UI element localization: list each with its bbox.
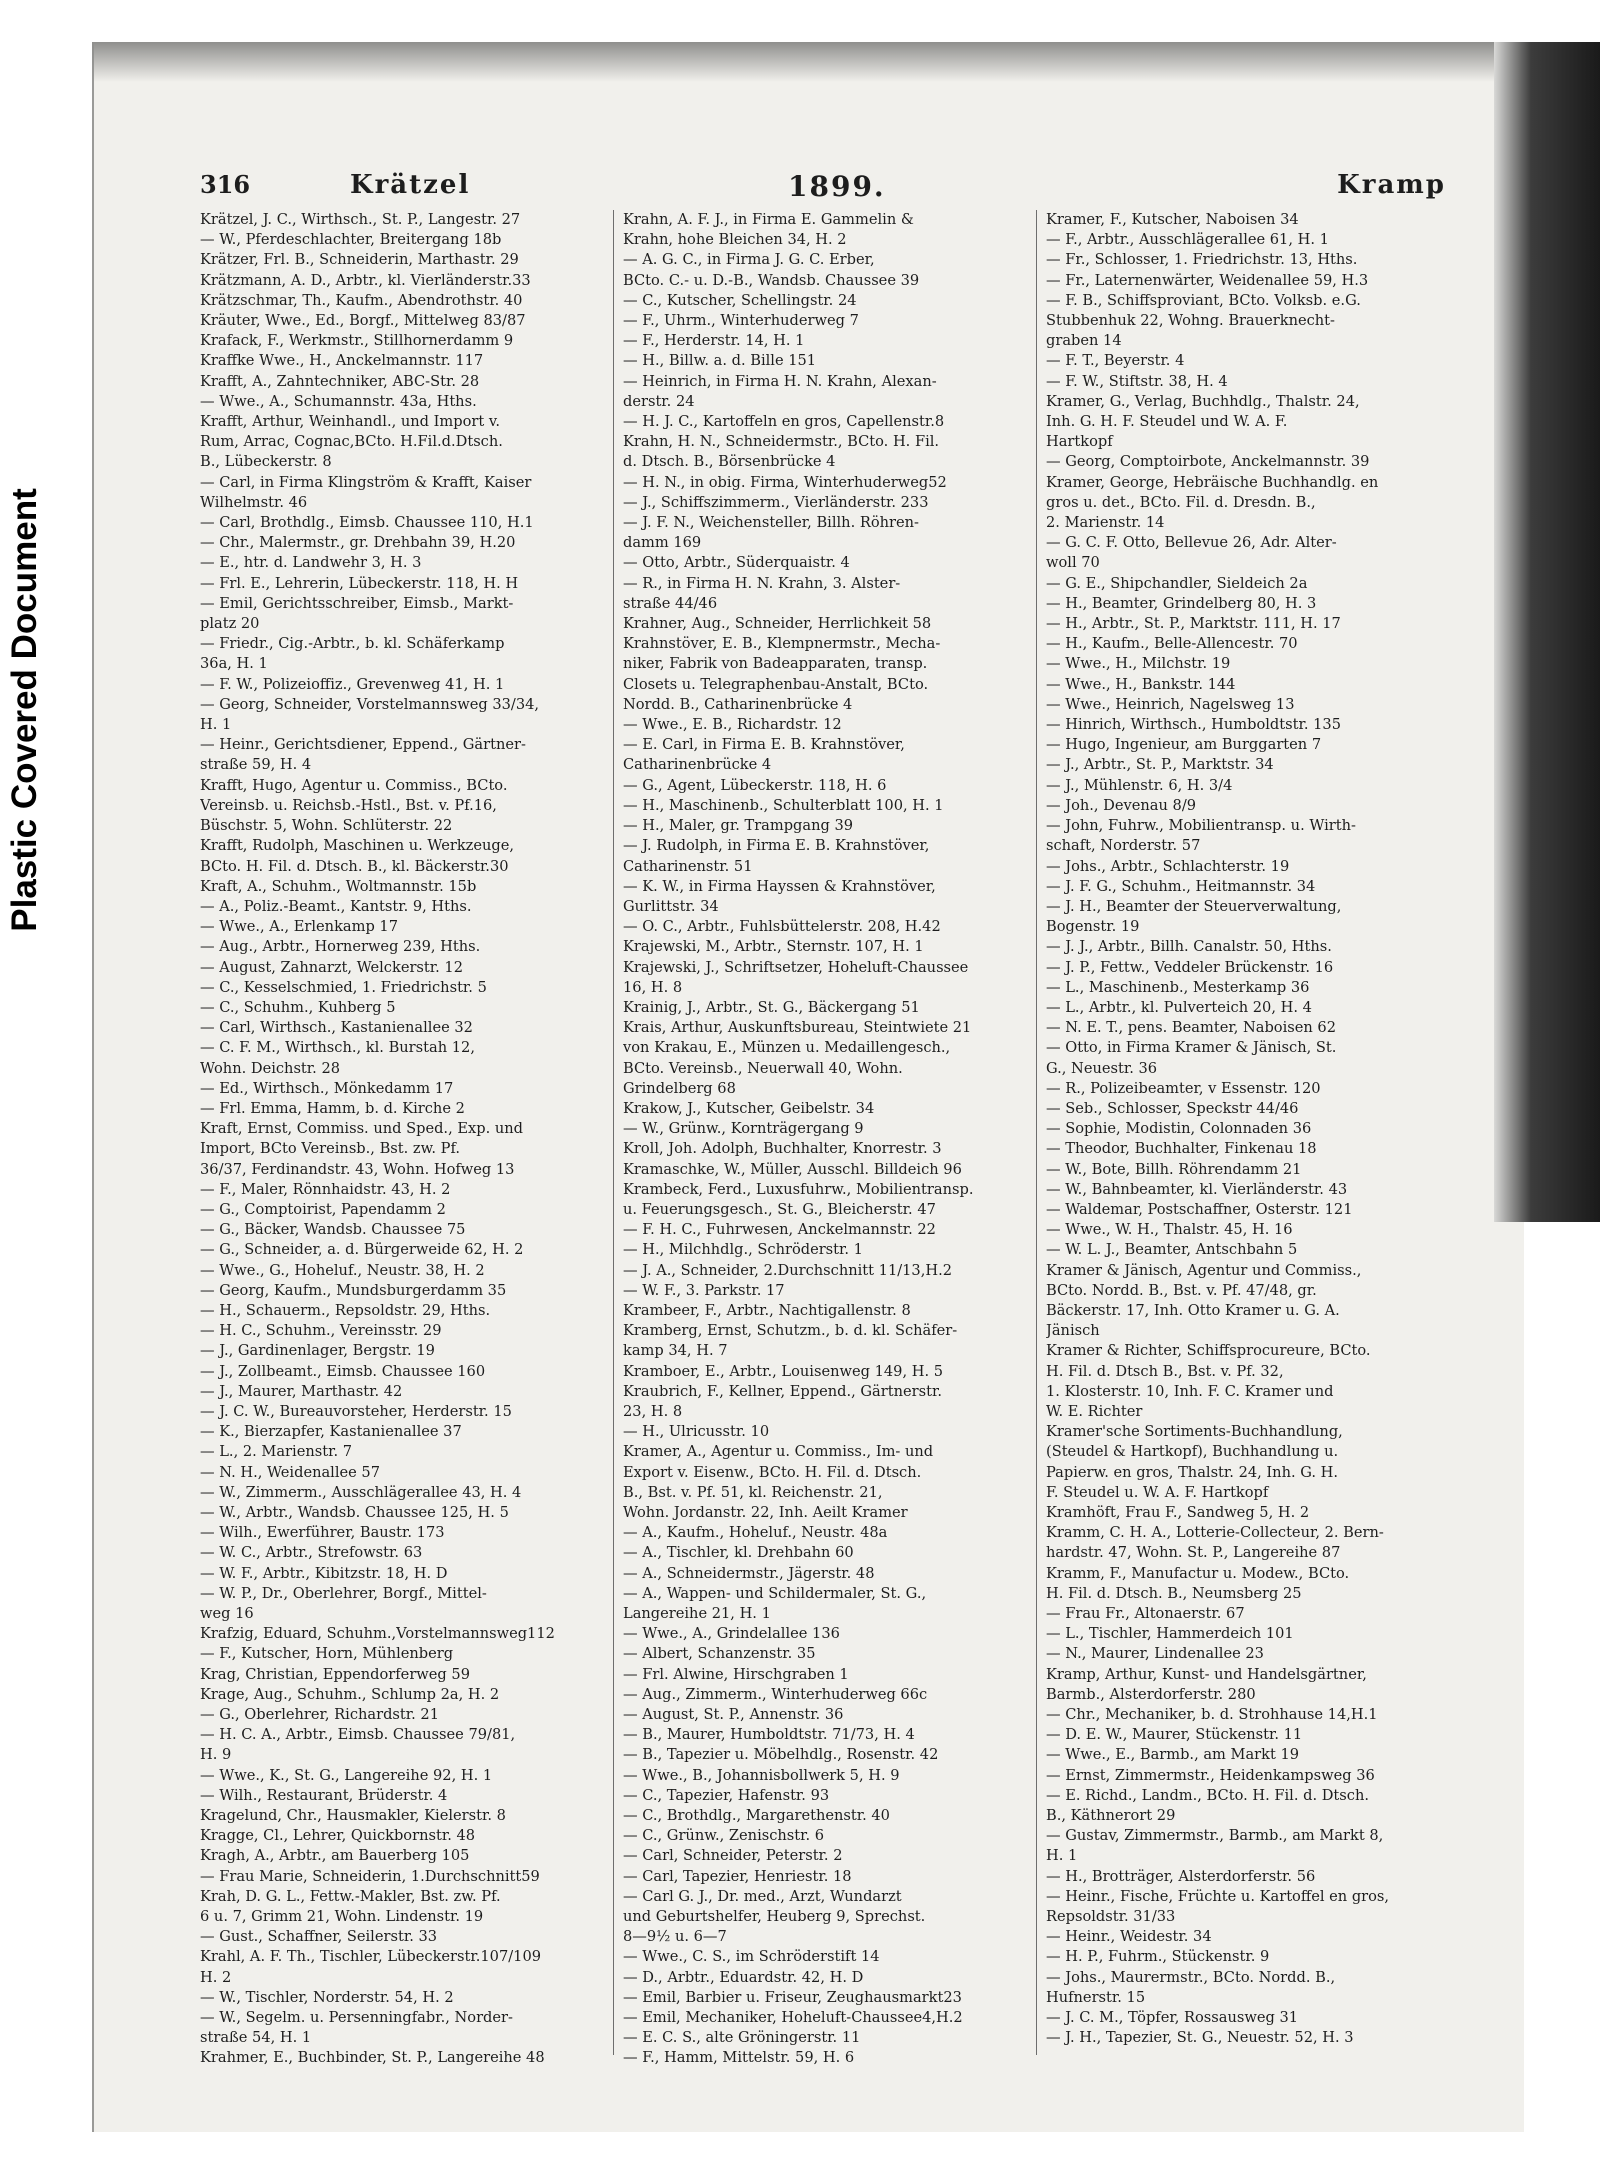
directory-line: Catharinenstr. 51 [623,857,753,875]
directory-line: Krahn, hohe Bleichen 34, H. 2 [623,231,847,249]
directory-line: Kraft, Ernst, Commiss. und Sped., Exp. und [200,1120,523,1138]
directory-line: — W., Bahnbeamter, kl. Vierländerstr. 43 [1046,1180,1348,1198]
directory-line: — Joh., Devenau 8/9 [1046,796,1197,814]
directory-line: — J. Rudolph, in Firma E. B. Krahnstöver, [623,837,930,855]
directory-line: — Hinrich, Wirthsch., Humboldtstr. 135 [1046,716,1341,734]
column-divider [1036,210,1037,2055]
directory-line: — F., Hamm, Mittelstr. 59, H. 6 [623,2049,855,2067]
directory-line: 2. Marienstr. 14 [1046,514,1165,532]
directory-line: B., Lübeckerstr. 8 [200,453,332,471]
directory-line: — J. H., Beamter der Steuerverwaltung, [1046,897,1342,915]
directory-line: — Aug., Zimmerm., Winterhuderweg 66c [623,1685,928,1703]
directory-line: Krais, Arthur, Auskunftsbureau, Steintwiete 21 [623,1019,972,1037]
directory-line: — Heinrich, in Firma H. N. Krahn, Alexan- [623,372,937,390]
directory-line: — Wwe., B., Johannisbollwerk 5, H. 9 [623,1766,900,1784]
directory-line: — J. H., Tapezier, St. G., Neuestr. 52, H. 3 [1046,2029,1354,2047]
directory-line: — A., Wappen- und Schildermaler, St. G., [623,1584,927,1602]
directory-line: — Otto, Arbtr., Süderquaistr. 4 [623,554,850,572]
directory-line: Hufnerstr. 15 [1046,1988,1146,2006]
directory-line: Papierw. en gros, Thalstr. 24, Inh. G. H. [1046,1463,1339,1481]
year-heading: 1899. [788,170,886,203]
directory-line: Kroll, Joh. Adolph, Buchhalter, Knorrestr. 3 [623,1140,942,1158]
directory-line: — W., Tischler, Norderstr. 54, H. 2 [200,1988,454,2006]
directory-line: — H., Kaufm., Belle-Allencestr. 70 [1046,635,1298,653]
directory-line: Inh. G. H. F. Steudel und W. A. F. [1046,413,1288,431]
directory-line: — J. C. W., Bureauvorsteher, Herderstr. 15 [200,1402,512,1420]
directory-line: — Wilh., Restaurant, Brüderstr. 4 [200,1786,448,1804]
directory-line: Krahn, A. F. J., in Firma E. Gammelin & [623,211,914,228]
directory-line: straße 59, H. 4 [200,756,312,774]
directory-line: — N. E. T., pens. Beamter, Naboisen 62 [1046,1019,1336,1037]
directory-line: — Wwe., A., Schumannstr. 43a, Hths. [200,392,477,410]
directory-line: Krahl, A. F. Th., Tischler, Lübeckerstr.107/109 [200,1948,542,1966]
directory-line: H. 2 [200,1968,232,1986]
directory-line: — Heinr., Fische, Früchte u. Kartoffel en gros, [1046,1887,1390,1905]
directory-line: G., Neuestr. 36 [1046,1059,1158,1077]
directory-line: Kramberg, Ernst, Schutzm., b. d. kl. Schäfer- [623,1322,958,1340]
directory-line: von Krakau, E., Münzen u. Medaillengesch., [623,1039,951,1057]
cover-label-strip [0,0,48,2177]
directory-line: — Frl. E., Lehrerin, Lübeckerstr. 118, H. H [200,574,519,592]
directory-line: Repsoldstr. 31/33 [1046,1908,1176,1926]
directory-line: Vereinsb. u. Reichsb.-Hstl., Bst. v. Pf.16, [200,796,497,814]
directory-line: — W. C., Arbtr., Strefowstr. 63 [200,1544,423,1562]
column-1 [200,210,604,2069]
directory-line: Gurlittstr. 34 [623,897,719,915]
directory-line: B., Bst. v. Pf. 51, kl. Reichenstr. 21, [623,1483,883,1501]
directory-line: H. Fil. d. Dtsch B., Bst. v. Pf. 32, [1046,1362,1284,1380]
directory-line: Kräuter, Wwe., Ed., Borgf., Mittelweg 83/87 [200,312,526,330]
directory-line: — A., Tischler, kl. Drehbahn 60 [623,1544,854,1562]
directory-line: — Aug., Arbtr., Hornerweg 239, Hths. [200,938,481,956]
directory-line: woll 70 [1046,554,1100,572]
directory-line: — L., Tischler, Hammerdeich 101 [1046,1625,1294,1643]
directory-line: weg 16 [200,1605,254,1623]
cover-label: Plastic Covered Document [5,488,44,932]
directory-line: Kragelund, Chr., Hausmakler, Kielerstr. 8 [200,1807,506,1825]
directory-line: — Wwe., K., St. G., Langereihe 92, H. 1 [200,1766,493,1784]
directory-line: graben 14 [1046,332,1122,350]
directory-line: — Seb., Schlosser, Speckstr 44/46 [1046,1099,1299,1117]
directory-line: Wilhelmstr. 46 [200,493,308,511]
directory-line: — G., Comptoirist, Papendamm 2 [200,1200,446,1218]
left-keyword: Krätzel [350,170,471,200]
directory-line: Krahn, H. N., Schneidermstr., BCto. H. Fil. [623,433,940,451]
directory-line: — W., Bote, Billh. Röhrendamm 21 [1046,1160,1302,1178]
directory-line: damm 169 [623,534,702,552]
directory-line: — Heinr., Weidestr. 34 [1046,1928,1212,1946]
directory-line: Kramm, F., Manufactur u. Modew., BCto. [1046,1564,1350,1582]
scan-shadow [92,42,1600,82]
directory-line: — Chr., Mechaniker, b. d. Strohhause 14,H.1 [1046,1706,1378,1724]
directory-page [200,170,1450,2067]
directory-line: — W., Zimmerm., Ausschlägerallee 43, H. 4 [200,1483,522,1501]
directory-line: — W., Arbtr., Wandsb. Chaussee 125, H. 5 [200,1504,509,1521]
directory-line: — Waldemar, Postschaffner, Osterstr. 121 [1046,1200,1353,1218]
column-3 [1046,210,1450,2048]
directory-line: — Carl, in Firma Klingström & Krafft, Kaiser [200,473,532,491]
directory-line: — Frau Marie, Schneiderin, 1.Durchschnitt59 [200,1867,540,1885]
directory-line: — Wwe., W. H., Thalstr. 45, H. 16 [1046,1221,1293,1239]
directory-line: — Wwe., A., Grindelallee 136 [623,1625,840,1643]
directory-line: — H. C., Schuhm., Vereinsstr. 29 [200,1322,442,1340]
column-divider [613,210,614,2055]
directory-line: — J. F. N., Weichensteller, Billh. Röhren- [623,514,919,532]
directory-line: Wohn. Deichstr. 28 [200,1059,341,1077]
directory-line: — Georg, Schneider, Vorstelmannsweg 33/34, [200,695,540,713]
directory-line: — Wwe., H., Milchstr. 19 [1046,655,1231,673]
directory-line: Kramhöft, Frau F., Sandweg 5, H. 2 [1046,1504,1310,1521]
directory-line: BCto. H. Fil. d. Dtsch. B., kl. Bäckerstr.30 [200,857,509,875]
directory-line: — G., Agent, Lübeckerstr. 118, H. 6 [623,776,887,794]
directory-line: — K. W., in Firma Hayssen & Krahnstöver, [623,877,936,895]
directory-line: Kramer & Richter, Schiffsprocureure, BCto. [1046,1342,1371,1360]
directory-line: — H., Maschinenb., Schulterblatt 100, H. 1 [623,796,944,814]
directory-line: Krafack, F., Werkmstr., Stillhornerdamm 9 [200,332,514,350]
directory-line: Rum, Arrac, Cognac,BCto. H.Fil.d.Dtsch. [200,433,503,451]
directory-line: — G., Schneider, a. d. Bürgerweide 62, H. 2 [200,1241,524,1259]
directory-line: H. 1 [200,716,232,734]
directory-line: — Wwe., A., Erlenkamp 17 [200,918,398,936]
directory-line: Krätzschmar, Th., Kaufm., Abendrothstr. 40 [200,291,523,309]
directory-line: Krajewski, J., Schriftsetzer, Hoheluft-Chaussee [623,958,969,976]
directory-line: — C., Schuhm., Kuhberg 5 [200,998,396,1016]
directory-line: — Albert, Schanzenstr. 35 [623,1645,816,1663]
directory-line: — O. C., Arbtr., Fuhlsbüttelerstr. 208, H.42 [623,918,941,936]
directory-line: (Steudel & Hartkopf), Buchhandlung u. [1046,1443,1339,1461]
directory-line: Export v. Eisenw., BCto. H. Fil. d. Dtsch. [623,1463,922,1481]
directory-line: — H. P., Fuhrm., Stückenstr. 9 [1046,1948,1270,1966]
directory-line: straße 54, H. 1 [200,2029,312,2047]
directory-line: 36/37, Ferdinandstr. 43, Wohn. Hofweg 13 [200,1160,515,1178]
directory-line: Stubbenhuk 22, Wohng. Brauerknecht- [1046,312,1335,330]
directory-line: — E. Carl, in Firma E. B. Krahnstöver, [623,736,905,754]
directory-line: Krafzig, Eduard, Schuhm.,Vorstelmannsweg112 [200,1625,555,1643]
directory-line: d. Dtsch. B., Börsenbrücke 4 [623,453,836,471]
directory-line: — C., Tapezier, Hafenstr. 93 [623,1786,830,1804]
directory-line: Krahnstöver, E. B., Klempnermstr., Mecha- [623,635,941,653]
directory-line: hardstr. 47, Wohn. St. P., Langereihe 87 [1046,1544,1341,1562]
directory-line: Kramboer, E., Arbtr., Louisenweg 149, H. 5 [623,1362,944,1380]
directory-line: und Geburtshelfer, Heuberg 9, Sprechst. [623,1908,926,1926]
directory-line: — W. P., Dr., Oberlehrer, Borgf., Mittel- [200,1584,487,1602]
directory-line: niker, Fabrik von Badeapparaten, transp. [623,655,928,673]
directory-line: u. Feuerungsgesch., St. G., Bleicherstr. 47 [623,1200,936,1218]
directory-line: H. 9 [200,1746,232,1764]
directory-line: — E. C. S., alte Gröningerstr. 11 [623,2029,861,2047]
directory-line: Krätzer, Frl. B., Schneiderin, Marthastr. 29 [200,251,519,269]
directory-line: — A. G. C., in Firma J. G. C. Erber, [623,251,875,269]
directory-line: Krag, Christian, Eppendorferweg 59 [200,1665,470,1683]
directory-line: Kramer & Jänisch, Agentur und Commiss., [1046,1261,1362,1279]
directory-line: H. Fil. d. Dtsch. B., Neumsberg 25 [1046,1584,1302,1602]
directory-line: — F., Herderstr. 14, H. 1 [623,332,805,350]
directory-line: BCto. C.- u. D.-B., Wandsb. Chaussee 39 [623,271,920,289]
directory-line: Kramp, Arthur, Kunst- und Handelsgärtner, [1046,1665,1367,1683]
directory-line: Krage, Aug., Schuhm., Schlump 2a, H. 2 [200,1685,500,1703]
directory-line: Krätzmann, A. D., Arbtr., kl. Vierländerstr.33 [200,271,531,289]
directory-line: Krafft, Rudolph, Maschinen u. Werkzeuge, [200,837,515,855]
directory-line: gros u. det., BCto. Fil. d. Dresdn. B., [1046,493,1316,511]
directory-line: — Wwe., H., Bankstr. 144 [1046,675,1236,693]
directory-line: — Wwe., Heinrich, Nagelsweg 13 [1046,695,1295,713]
directory-line: Kramer, F., Kutscher, Naboisen 34 [1046,211,1299,228]
directory-line: Kramer'sche Sortiments-Buchhandlung, [1046,1423,1343,1441]
directory-line: Krafft, Arthur, Weinhandl., und Import v. [200,413,500,431]
directory-line: Nordd. B., Catharinenbrücke 4 [623,695,853,713]
directory-line: Barmb., Alsterdorferstr. 280 [1046,1685,1256,1703]
directory-line: — W. F., Arbtr., Kibitzstr. 18, H. D [200,1564,448,1582]
directory-line: — Emil, Barbier u. Friseur, Zeughausmarkt23 [623,1988,962,2006]
directory-line: Jänisch [1046,1322,1100,1340]
directory-line: derstr. 24 [623,392,695,410]
directory-line: Krakow, J., Kutscher, Geibelstr. 34 [623,1099,875,1117]
directory-line: — F., Kutscher, Horn, Mühlenberg [200,1645,454,1663]
column-2 [623,210,1027,2069]
directory-line: — Carl, Schneider, Peterstr. 2 [623,1847,843,1865]
directory-line: — Fr., Schlosser, 1. Friedrichstr. 13, Hths. [1046,251,1358,269]
directory-line: — E., htr. d. Landwehr 3, H. 3 [200,554,422,572]
directory-line: — C., Grünw., Zenischstr. 6 [623,1827,825,1845]
directory-line: — N. H., Weidenallee 57 [200,1463,380,1481]
directory-line: — Emil, Mechaniker, Hoheluft-Chaussee4,H.2 [623,2009,963,2027]
directory-line: — W., Pferdeschlachter, Breitergang 18b [200,231,502,249]
directory-line: — Carl, Wirthsch., Kastanienallee 32 [200,1019,473,1037]
directory-line: — Chr., Malermstr., gr. Drehbahn 39, H.20 [200,534,516,552]
directory-line: — H., Arbtr., St. P., Marktstr. 111, H. 17 [1046,615,1341,633]
directory-line: — W., Segelm. u. Persenningfabr., Norder- [200,2009,513,2027]
directory-line: — N., Maurer, Lindenallee 23 [1046,1645,1264,1663]
directory-line: — Otto, in Firma Kramer & Jänisch, St. [1046,1039,1337,1057]
directory-line: — H., Beamter, Grindelberg 80, H. 3 [1046,594,1317,612]
directory-line: — G., Oberlehrer, Richardstr. 21 [200,1706,439,1724]
directory-line: — W. F., 3. Parkstr. 17 [623,1281,785,1299]
directory-line: Büschstr. 5, Wohn. Schlüterstr. 22 [200,817,453,835]
directory-line: — L., 2. Marienstr. 7 [200,1443,353,1461]
directory-line: — F. W., Polizeioffiz., Grevenweg 41, H. 1 [200,675,505,693]
directory-line: Grindelberg 68 [623,1079,736,1097]
directory-line: — H. C. A., Arbtr., Eimsb. Chaussee 79/81, [200,1726,516,1744]
directory-line: — K., Bierzapfer, Kastanienallee 37 [200,1423,462,1441]
directory-line: — H., Brotträger, Alsterdorferstr. 56 [1046,1867,1316,1885]
directory-line: — H., Billw. a. d. Bille 151 [623,352,817,370]
directory-line: 36a, H. 1 [200,655,268,673]
directory-line: — Georg, Kaufm., Mundsburgerdamm 35 [200,1281,507,1299]
directory-line: Krafft, A., Zahntechniker, ABC-Str. 28 [200,372,480,390]
directory-line: 1. Klosterstr. 10, Inh. F. C. Kramer und [1046,1382,1334,1400]
directory-line: — Frl. Alwine, Hirschgraben 1 [623,1665,849,1683]
directory-line: 23, H. 8 [623,1402,683,1420]
directory-line: — Wwe., E., Barmb., am Markt 19 [1046,1746,1300,1764]
directory-line: — H., Schauerm., Repsoldstr. 29, Hths. [200,1301,491,1319]
directory-line: Krajewski, M., Arbtr., Sternstr. 107, H. 1 [623,938,924,956]
right-keyword: Kramp [1337,170,1446,200]
directory-line: — W. L. J., Beamter, Antschbahn 5 [1046,1241,1298,1259]
directory-line: kamp 34, H. 7 [623,1342,728,1360]
directory-line: — Johs., Arbtr., Schlachterstr. 19 [1046,857,1290,875]
directory-line: — E. Richd., Landm., BCto. H. Fil. d. Dtsch. [1046,1786,1370,1804]
directory-line: H. 1 [1046,1847,1078,1865]
directory-line: — C., Kesselschmied, 1. Friedrichstr. 5 [200,978,487,996]
directory-line: — F., Maler, Rönnhaidstr. 43, H. 2 [200,1180,451,1198]
directory-line: schaft, Norderstr. 57 [1046,837,1201,855]
directory-line: — Wwe., G., Hoheluf., Neustr. 38, H. 2 [200,1261,485,1279]
directory-line: Langereihe 21, H. 1 [623,1605,771,1623]
directory-line: — H. N., in obig. Firma, Winterhuderweg52 [623,473,947,491]
directory-line: — H., Maler, gr. Trampgang 39 [623,817,854,835]
directory-line: Import, BCto Vereinsb., Bst. zw. Pf. [200,1140,460,1158]
directory-line: — August, Zahnarzt, Welckerstr. 12 [200,958,464,976]
directory-line: — F. T., Beyerstr. 4 [1046,352,1185,370]
directory-line: BCto. Vereinsb., Neuerwall 40, Wohn. [623,1059,903,1077]
directory-line: — Georg, Comptoirbote, Anckelmannstr. 39 [1046,453,1370,471]
directory-line: — Hugo, Ingenieur, am Burggarten 7 [1046,736,1322,754]
directory-line: — J., Arbtr., St. P., Marktstr. 34 [1046,756,1274,774]
directory-line: Krah, D. G. L., Fettw.-Makler, Bst. zw. Pf. [200,1887,501,1905]
directory-line: Closets u. Telegraphenbau-Anstalt, BCto. [623,675,929,693]
directory-line: Kraffke Wwe., H., Anckelmannstr. 117 [200,352,484,370]
directory-line: — Carl, Brothdlg., Eimsb. Chaussee 110, H.1 [200,514,534,532]
directory-line: — Frau Fr., Altonaerstr. 67 [1046,1605,1245,1623]
directory-line: Krätzel, J. C., Wirthsch., St. P., Langestr. 27 [200,211,521,228]
directory-line: Kraft, A., Schuhm., Woltmannstr. 15b [200,877,477,895]
directory-line: — J. C. M., Töpfer, Rossausweg 31 [1046,2009,1299,2027]
directory-line: — Frl. Emma, Hamm, b. d. Kirche 2 [200,1099,465,1117]
directory-line: Wohn. Jordanstr. 22, Inh. Aeilt Kramer [623,1504,908,1521]
directory-line: F. Steudel u. W. A. F. Hartkopf [1046,1483,1269,1501]
directory-line: — Fr., Laternenwärter, Weidenallee 59, H.3 [1046,271,1369,289]
directory-line: — F., Arbtr., Ausschlägerallee 61, H. 1 [1046,231,1329,249]
directory-line: Catharinenbrücke 4 [623,756,772,774]
page-number: 316 [200,170,251,199]
directory-line: — H. J. C., Kartoffeln en gros, Capellenstr.8 [623,413,945,431]
directory-line: — August, St. P., Annenstr. 36 [623,1706,844,1724]
directory-line: — C. F. M., Wirthsch., kl. Burstah 12, [200,1039,475,1057]
directory-line: 16, H. 8 [623,978,683,996]
directory-line: — R., Polizeibeamter, v Essenstr. 120 [1046,1079,1321,1097]
directory-line: Krahmer, E., Buchbinder, St. P., Langereihe 48 [200,2049,545,2067]
directory-line: — J. A., Schneider, 2.Durchschnitt 11/13,H.2 [623,1261,952,1279]
directory-line: Kramm, C. H. A., Lotterie-Collecteur, 2. Bern- [1046,1524,1384,1542]
directory-line: — Emil, Gerichtsschreiber, Eimsb., Markt- [200,594,514,612]
directory-line: Kramaschke, W., Müller, Ausschl. Billdeich 96 [623,1160,962,1178]
directory-line: — F. W., Stiftstr. 38, H. 4 [1046,372,1228,390]
directory-line: — H., Milchhdlg., Schröderstr. 1 [623,1241,863,1259]
directory-line: Krambeer, F., Arbtr., Nachtigallenstr. 8 [623,1301,911,1319]
directory-line: — Gustav, Zimmermstr., Barmb., am Markt 8, [1046,1827,1384,1845]
directory-line: — Johs., Maurermstr., BCto. Nordd. B., [1046,1968,1336,1986]
directory-line: — Ed., Wirthsch., Mönkedamm 17 [200,1079,454,1097]
directory-line: B., Käthnerort 29 [1046,1807,1176,1825]
directory-line: Kraubrich, F., Kellner, Eppend., Gärtnerstr. [623,1382,942,1400]
directory-line: — W., Grünw., Kornträgergang 9 [623,1120,864,1138]
directory-line: — Wilh., Ewerführer, Baustr. 173 [200,1524,445,1542]
directory-line: — J., Zollbeamt., Eimsb. Chaussee 160 [200,1362,486,1380]
directory-line: Krahner, Aug., Schneider, Herrlichkeit 58 [623,615,932,633]
directory-line: — C., Brothdlg., Margarethenstr. 40 [623,1807,890,1825]
directory-line: — John, Fuhrw., Mobilientransp. u. Wirth- [1046,817,1356,835]
directory-line: BCto. Nordd. B., Bst. v. Pf. 47/48, gr. [1046,1281,1317,1299]
directory-line: — H., Ulricusstr. 10 [623,1423,770,1441]
directory-line: — L., Maschinenb., Mesterkamp 36 [1046,978,1310,996]
directory-line: Krambeck, Ferd., Luxusfuhrw., Mobilientransp. [623,1180,974,1198]
directory-line: 8—9½ u. 6—7 [623,1928,727,1946]
directory-line: — A., Schneidermstr., Jägerstr. 48 [623,1564,875,1582]
directory-line: — Sophie, Modistin, Colonnaden 36 [1046,1120,1312,1138]
directory-line: straße 44/46 [623,594,718,612]
directory-line: — C., Kutscher, Schellingstr. 24 [623,291,857,309]
directory-line: — G. C. F. Otto, Bellevue 26, Adr. Alter- [1046,534,1337,552]
directory-line: — Ernst, Zimmermstr., Heidenkampsweg 36 [1046,1766,1375,1784]
page-header [200,170,1450,210]
directory-line: Kragh, A., Arbtr., am Bauerberg 105 [200,1847,470,1865]
directory-line: — Friedr., Cig.-Arbtr., b. kl. Schäferkamp [200,635,505,653]
directory-line: — R., in Firma H. N. Krahn, 3. Alster- [623,574,901,592]
directory-line: — Theodor, Buchhalter, Finkenau 18 [1046,1140,1317,1158]
directory-line: — L., Arbtr., kl. Pulverteich 20, H. 4 [1046,998,1312,1016]
binding-shadow [1494,42,1600,1222]
directory-line: — J. P., Fettw., Veddeler Brückenstr. 16 [1046,958,1334,976]
directory-line: Hartkopf [1046,433,1113,451]
directory-line: — J., Gardinenlager, Bergstr. 19 [200,1342,435,1360]
directory-line: — Gust., Schaffner, Seilerstr. 33 [200,1928,438,1946]
directory-line: Bogenstr. 19 [1046,918,1140,936]
directory-line: Kramer, George, Hebräische Buchhandlg. en [1046,473,1379,491]
directory-line: — F. B., Schiffsproviant, BCto. Volksb. e.G. [1046,291,1361,309]
directory-line: — Wwe., C. S., im Schröderstift 14 [623,1948,880,1966]
directory-line: — G. E., Shipchandler, Sieldeich 2a [1046,574,1308,592]
directory-line: — J., Schiffszimmerm., Vierländerstr. 233 [623,493,929,511]
directory-line: 6 u. 7, Grimm 21, Wohn. Lindenstr. 19 [200,1908,484,1926]
directory-line: — A., Poliz.-Beamt., Kantstr. 9, Hths. [200,897,472,915]
directory-line: — A., Kaufm., Hoheluf., Neustr. 48a [623,1524,888,1542]
directory-line: Krafft, Hugo, Agentur u. Commiss., BCto. [200,776,508,794]
directory-line: — J. F. G., Schuhm., Heitmannstr. 34 [1046,877,1316,895]
directory-line: — Carl G. J., Dr. med., Arzt, Wundarzt [623,1887,902,1905]
directory-line: — Carl, Tapezier, Henriestr. 18 [623,1867,852,1885]
directory-line: W. E. Richter [1046,1402,1143,1420]
directory-line: Kramer, A., Agentur u. Commiss., Im- und [623,1443,934,1461]
directory-line: platz 20 [200,615,260,633]
directory-line: — Wwe., E. B., Richardstr. 12 [623,716,842,734]
directory-line: — B., Maurer, Humboldtstr. 71/73, H. 4 [623,1726,915,1744]
directory-line: — G., Bäcker, Wandsb. Chaussee 75 [200,1221,466,1239]
directory-line: — F., Uhrm., Winterhuderweg 7 [623,312,859,330]
directory-line: Bäckerstr. 17, Inh. Otto Kramer u. G. A. [1046,1301,1340,1319]
directory-line: Kramer, G., Verlag, Buchhdlg., Thalstr. 24, [1046,392,1360,410]
directory-line: — J., Maurer, Marthastr. 42 [200,1382,403,1400]
directory-line: Kragge, Cl., Lehrer, Quickbornstr. 48 [200,1827,476,1845]
directory-line: — J., Mühlenstr. 6, H. 3/4 [1046,776,1233,794]
directory-line: Krainig, J., Arbtr., St. G., Bäckergang 51 [623,998,920,1016]
directory-line: — Heinr., Gerichtsdiener, Eppend., Gärtner- [200,736,526,754]
directory-line: — J. J., Arbtr., Billh. Canalstr. 50, Hths. [1046,938,1332,956]
directory-line: — B., Tapezier u. Möbelhdlg., Rosenstr. 42 [623,1746,939,1764]
directory-line: — D., Arbtr., Eduardstr. 42, H. D [623,1968,864,1986]
directory-line: — F. H. C., Fuhrwesen, Anckelmannstr. 22 [623,1221,936,1239]
directory-line: — D. E. W., Maurer, Stückenstr. 11 [1046,1726,1303,1744]
